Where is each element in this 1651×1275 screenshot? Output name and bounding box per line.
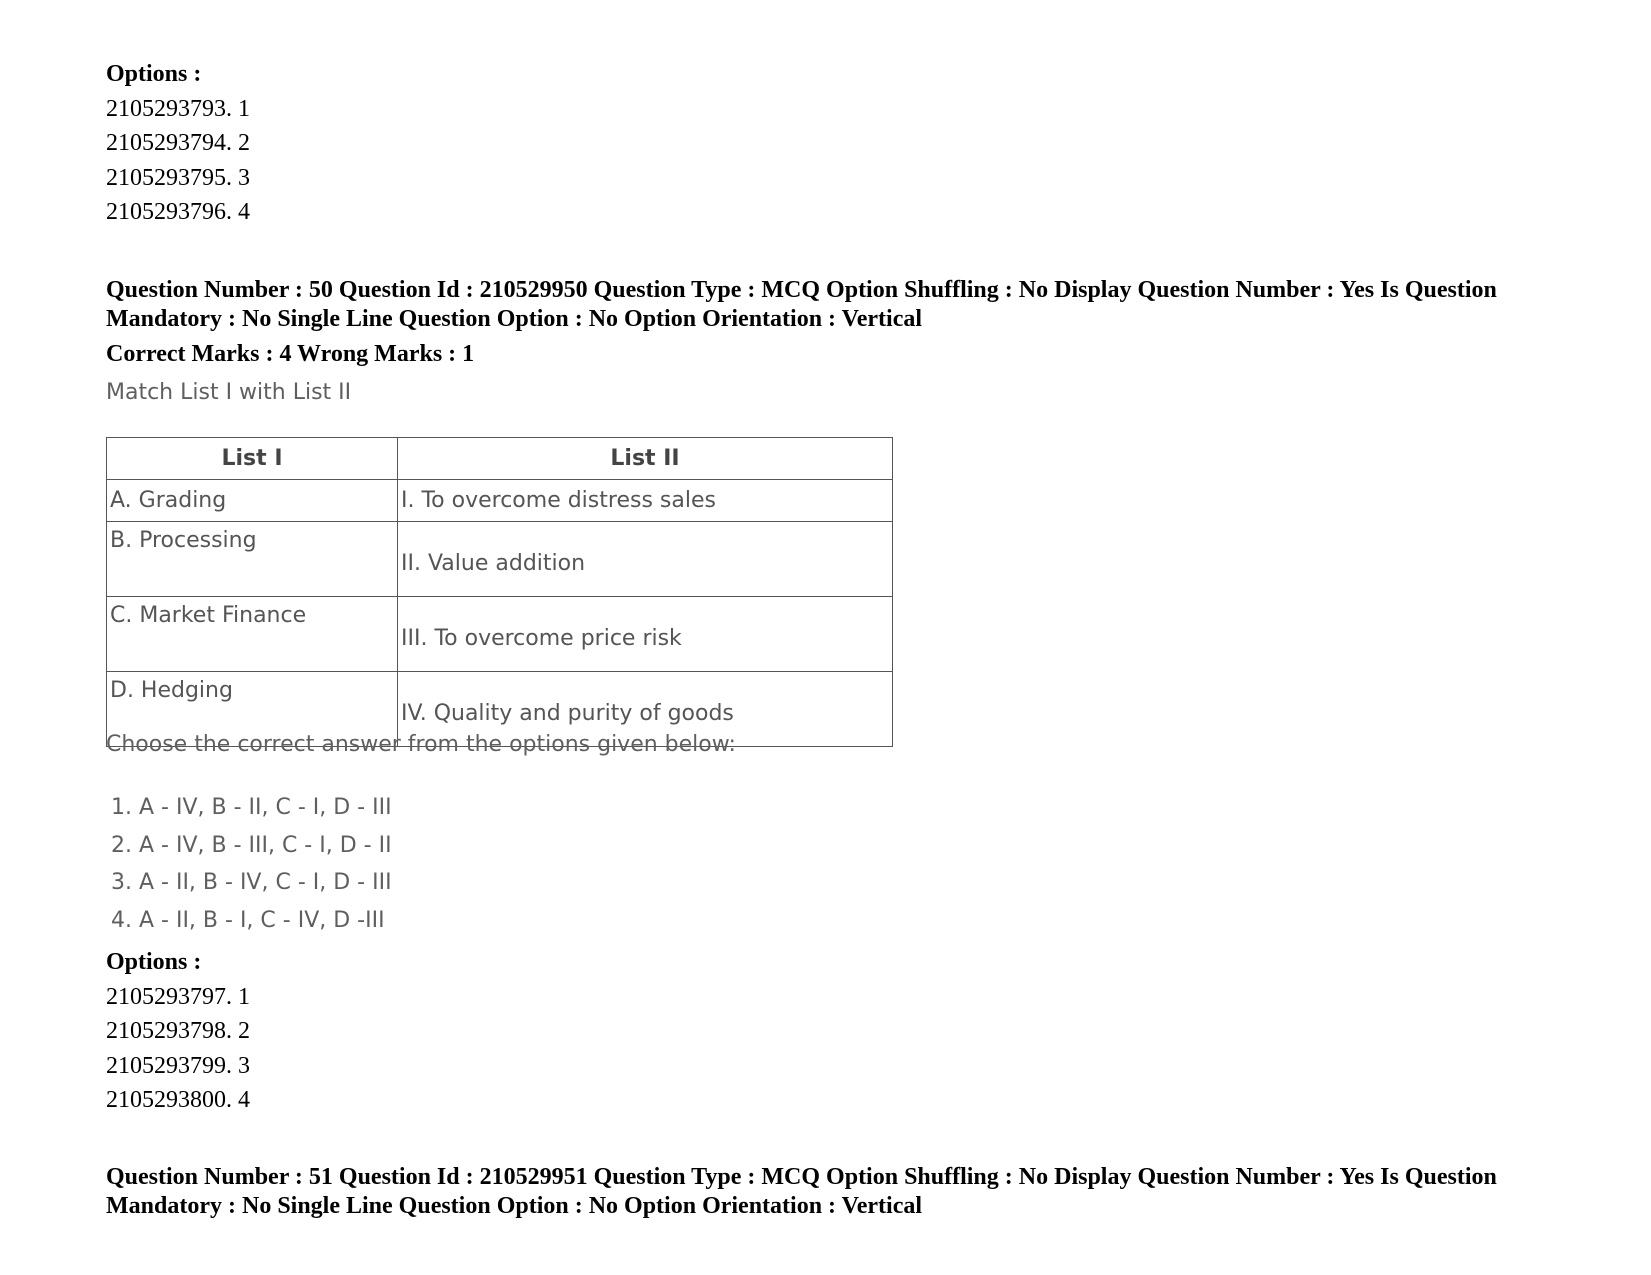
table-cell: C. Market Finance — [107, 597, 398, 672]
option-item: 2105293796. 4 — [106, 199, 250, 225]
option-item: 2105293799. 3 — [106, 1052, 250, 1079]
table-cell: B. Processing — [107, 522, 398, 597]
options-label: Options : — [106, 61, 202, 87]
table-header-list-2: List II — [398, 438, 893, 480]
question-50-marks: Correct Marks : 4 Wrong Marks : 1 — [106, 341, 475, 367]
question-51-header — [106, 1163, 1636, 1221]
option-item: 2105293793. 1 — [106, 95, 250, 122]
answer-choice: 3. A - II, B - IV, C - I, D - III — [111, 870, 392, 895]
answer-choice: 1. A - IV, B - II, C - I, D - III — [111, 795, 392, 820]
match-table — [106, 437, 893, 747]
table-row — [107, 597, 893, 672]
prev-options-section — [106, 57, 250, 230]
option-item: 2105293794. 2 — [106, 130, 250, 156]
question-prompt: Match List I with List II — [106, 380, 352, 405]
table-cell: III. To overcome price risk — [398, 597, 893, 672]
answer-choices — [106, 789, 392, 939]
option-item: 2105293797. 1 — [106, 983, 250, 1010]
table-cell: IV. Quality and purity of goods — [398, 672, 893, 747]
table-cell: I. To overcome distress sales — [398, 480, 893, 522]
option-item: 2105293798. 2 — [106, 1018, 250, 1044]
q50-options-section — [106, 945, 250, 1118]
table-header-list-1: List I — [107, 438, 398, 480]
question-header-line: Mandatory : No Single Line Question Option : No Option Orientation : Vertical — [106, 1193, 923, 1219]
answer-choice: 4. A - II, B - I, C - IV, D -III — [111, 907, 385, 933]
question-instruction: Choose the correct answer from the options given below: — [106, 732, 736, 757]
table-cell: A. Grading — [107, 480, 398, 522]
table-cell: II. Value addition — [398, 522, 893, 597]
question-header-line: Question Number : 50 Question Id : 210529950 Question Type : MCQ Option Shuffling : No Display Question Number : Yes Is Question — [106, 277, 1497, 303]
option-item: 2105293795. 3 — [106, 164, 250, 191]
options-label: Options : — [106, 949, 202, 975]
table-row — [107, 522, 893, 597]
answer-choice: 2. A - IV, B - III, C - I, D - II — [111, 832, 392, 858]
table-cell: D. Hedging — [107, 672, 398, 747]
question-header-line: Mandatory : No Single Line Question Option : No Option Orientation : Vertical — [106, 306, 923, 332]
question-50-header — [106, 276, 1636, 334]
option-item: 2105293800. 4 — [106, 1087, 250, 1113]
table-row — [107, 480, 893, 522]
question-header-line: Question Number : 51 Question Id : 210529951 Question Type : MCQ Option Shuffling : No Display Question Number : Yes Is Question — [106, 1164, 1497, 1190]
